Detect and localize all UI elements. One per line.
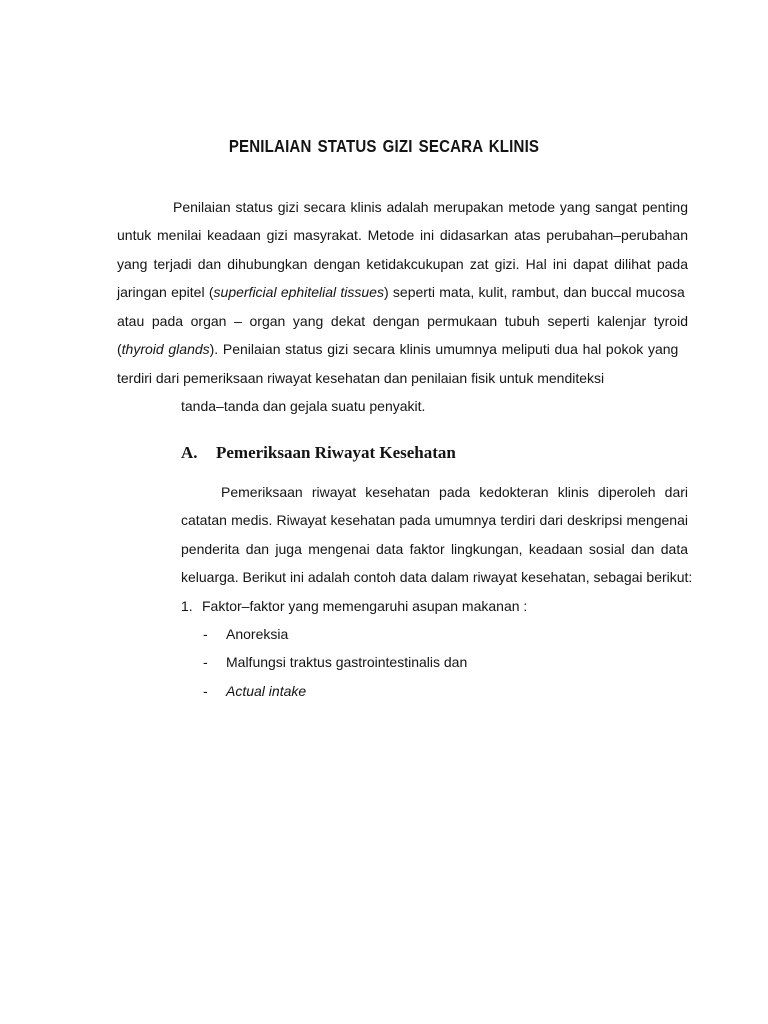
sub-item-bullet: - (203, 683, 208, 699)
intro-line-7: terdiri dari pemeriksaan riwayat kesehatan dan penilaian fisik untuk menditeksi (117, 370, 605, 386)
sub-item-2-text: Malfungsi traktus gastrointestinalis dan (226, 654, 468, 670)
section-a-letter: A. (181, 443, 198, 462)
intro-line-6-text-a: ( (117, 341, 122, 357)
sub-item-bullet: - (203, 654, 208, 670)
list-item-1-label: Faktor–faktor yang memengaruhi asupan makanan : (202, 598, 528, 614)
section-a-line-2: catatan medis. Riwayat kesehatan pada umumnya terdiri dari deskripsi mengenai (181, 512, 688, 528)
list-number: 1. (181, 598, 193, 614)
sub-item-bullet: - (203, 626, 208, 642)
section-a-line-3: penderita dan juga mengenai data faktor lingkungan, keadaan sosial dan data (181, 541, 688, 557)
section-a-line-4: keluarga. Berikut ini adalah contoh data dalam riwayat kesehatan, sebagai berikut: (181, 569, 693, 585)
document-title: PENILAIAN STATUS GIZI SECARA KLINIS (228, 136, 540, 156)
intro-line-4 (117, 283, 688, 301)
section-a-line-1: Pemeriksaan riwayat kesehatan pada kedokteran klinis diperoleh dari (221, 484, 688, 500)
intro-line-6-text-b: ). Penilaian status gizi secara klinis umumnya meliputi dua hal pokok yang (209, 341, 679, 357)
section-a-title: Pemeriksaan Riwayat Kesehatan (216, 443, 456, 462)
intro-line-4-italic: superficial ephitelial tissues (213, 284, 384, 300)
intro-line-4-text-a: jaringan epitel ( (117, 284, 214, 300)
intro-line-3: yang terjadi dan dihubungkan dengan ketidakcukupan zat gizi. Hal ini dapat dilihat pada (117, 256, 688, 272)
intro-line-4-text-b: ) seperti mata, kulit, rambut, dan buccal mucosa (383, 284, 685, 300)
intro-line-6-italic: thyroid glands (121, 341, 210, 357)
intro-line-5: atau pada organ – organ yang dekat dengan permukaan tubuh seperti kalenjar tyroid (117, 313, 688, 329)
intro-line-6 (117, 340, 688, 358)
intro-line-2: untuk menilai keadaan gizi masyrakat. Metode ini didasarkan atas perubahan–perubahan (117, 227, 688, 243)
sub-item-2 (203, 653, 467, 671)
sub-item-3 (203, 682, 306, 700)
sub-item-1 (203, 625, 288, 643)
sub-item-1-text: Anoreksia (226, 626, 289, 642)
section-a-heading (181, 443, 456, 463)
intro-line-1: Penilaian status gizi secara klinis adalah merupakan metode yang sangat penting (173, 199, 688, 215)
list-item-1 (181, 597, 527, 615)
sub-item-3-text: Actual intake (226, 683, 307, 699)
intro-line-8: tanda–tanda dan gejala suatu penyakit. (181, 398, 426, 414)
